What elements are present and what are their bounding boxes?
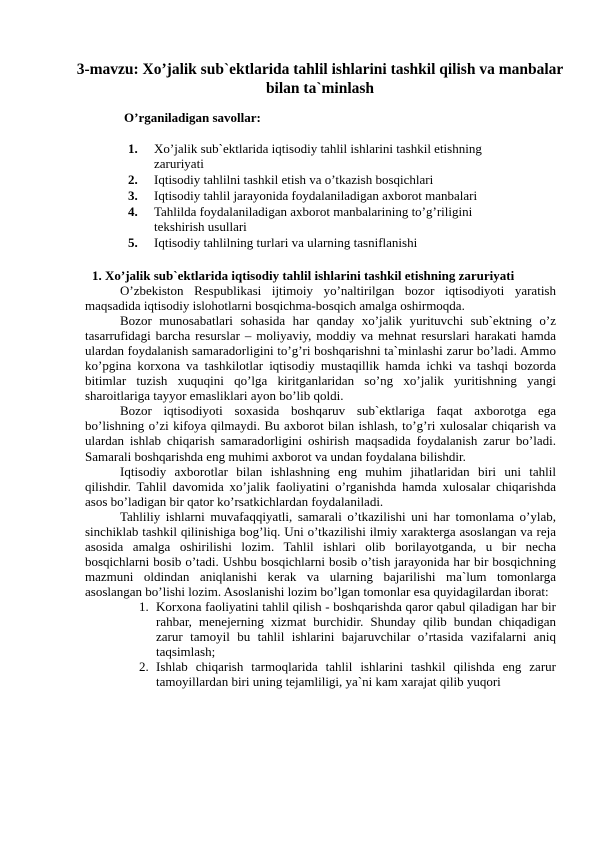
list-number: 1.: [139, 598, 149, 614]
list-text: Iqtisodiy tahlilning turlari va ularning tasniflanishi: [154, 235, 418, 250]
list-item: [139, 659, 556, 689]
list-item: [124, 204, 524, 234]
questions-heading: O’rganiladigan savollar:: [124, 110, 261, 125]
list-item: [124, 172, 524, 187]
list-text: Tahlilda foydalaniladigan axborot manbalarining to’g’riligini tekshirish usullari: [154, 204, 473, 234]
paragraph: Bozor iqtisodiyoti soxasida boshqaruv sub`ektlariga faqat axborotga ega bo’lishning o’zi kifoya qilmaydi. Bu axborot bilan ishlash, to’g’ri xulosalar chiqarish va ulardan ishlab chiqarish samaradorligini oshirish maqsadida foydalanish zarur bo’ladi. Samarali boshqarishda eng muhimi axborot va undan foydalana bilishdir.: [85, 403, 556, 464]
list-item: [124, 235, 524, 250]
list-number: 4.: [128, 204, 138, 219]
paragraph: Iqtisodiy axborotlar bilan ishlashning eng muhim jihatlaridan biri uni tahlil qilishdir. Tahlil davomida xo’jalik faoliyatini o’rganishda hamda xulosalar chiqarishda asos bo’ladigan bir qator ko’rsatkichlardan foydalaniladi.: [85, 463, 556, 509]
list-item: [139, 599, 556, 659]
paragraph: Bozor munosabatlari sohasida har qanday xo’jalik yurituvchi sub`ektning o’z tasarrufidagi barcha resurslar – moliyaviy, moddiy va mehnat resurslari harakati hamda ulardan foydalanish samaradorligini to’g’ri boshqarishni ta`minlashi zarur bo’ladi. Ammo ko’pgina korxona va tashkilotlar iqtisodiy mustaqillik hamda ichki va tashqi bozorda bitimlar tuzish xuquqini qo’lga kiritganlaridan so’ng xo’jalik yuritishning yangi sharoitlariga tayyor emasliklari ayon bo’lib qoldi.: [85, 313, 556, 404]
list-number: 5.: [128, 235, 138, 250]
list-text: Xo’jalik sub`ektlarida iqtisodiy tahlil ishlarini tashkil etishning zaruriyati: [154, 141, 482, 171]
section-heading: 1. Xo’jalik sub`ektlarida iqtisodiy tahlil ishlarini tashkil etishning zaruriyati: [92, 268, 515, 283]
list-item: [124, 141, 524, 171]
paragraph: O’zbekiston Respublikasi ijtimoiy yo’naltirilgan bozor iqtisodiyoti yaratish maqsadida iqtisodiy islohotlarni bosqichma-bosqich amalga oshirmoqda.: [85, 283, 556, 314]
questions-list: [124, 141, 524, 251]
paragraph: Tahliliy ishlarni muvafaqqiyatli, samarali o’tkazilishi uni har tomonlama o’ylab, sinchiklab tashkil qilinishiga bog’liq. Uni o’tkazilishi ilmiy xarakterga asoslangan va reja asosida amalga oshirilishi lozim. Tahlil ishlari olib borilayotganda, u bir necha bosqichlarni bosib o’tadi. Ushbu bosqichlarni bosib o’tish jarayonida har bir bosqichning mazmuni oldindan aniqlanishi kerak va ularning bajarilishi ma`lum tomonlarga asoslangan bo’lishi lozim. Asoslanishi lozim bo’lgan tomonlar esa quyidagilardan iborat:: [85, 508, 556, 599]
list-number: 2.: [128, 172, 138, 187]
list-number: 1.: [128, 141, 138, 156]
list-text: Ishlab chiqarish tarmoqlarida tahlil ishlarini tashkil qilishda eng zarur tamoyillardan biri uning tejamliligi, ya`ni kam xarajat qilib yuqori: [156, 659, 556, 690]
document-title: 3-mavzu: Xo’jalik sub`ektlarida tahlil ishlarini tashkil qilish va manbalar bilan ta`minlash: [76, 61, 564, 97]
list-text: Iqtisodiy tahlilni tashkil etish va o’tkazish bosqichlari: [154, 172, 434, 187]
principles-list: [85, 599, 556, 689]
list-text: Korxona faoliyatini tahlil qilish - boshqarishda qaror qabul qiladigan har bir rahbar, menejerning xizmat burchidir. Shunday qilib bundan chiqadigan zarur tamoyil bu tahlil ishlarini bajaruvchilar o’rtasida vazifalarni aniq taqsimlash;: [156, 598, 556, 660]
list-text: Iqtisodiy tahlil jarayonida foydalaniladigan axborot manbalari: [154, 188, 478, 203]
list-item: [124, 188, 524, 203]
body-text: [85, 283, 556, 689]
list-number: 2.: [139, 659, 149, 675]
list-number: 3.: [128, 188, 138, 203]
